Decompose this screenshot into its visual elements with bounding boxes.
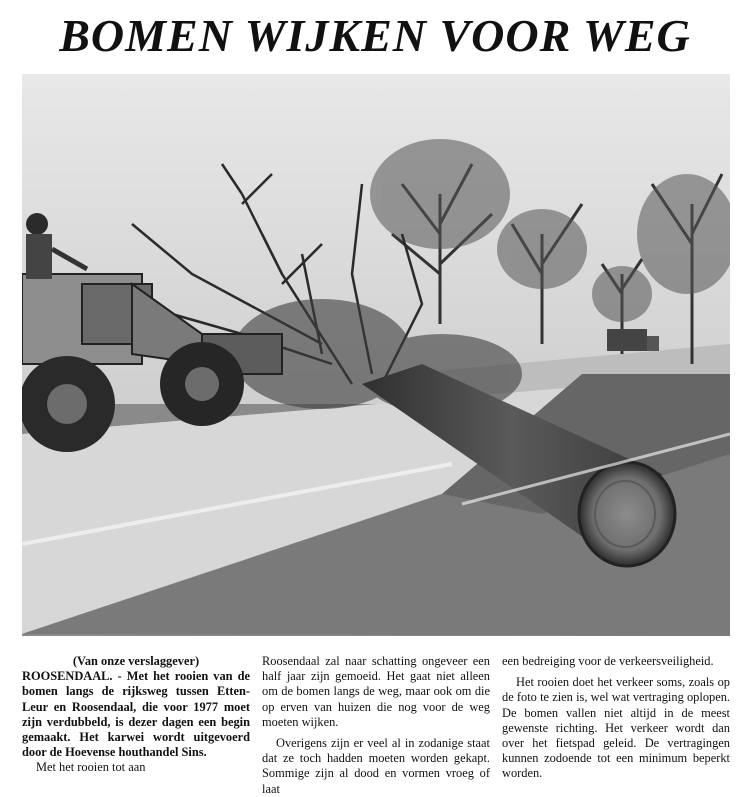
byline: (Van onze verslaggever) bbox=[72, 654, 200, 668]
news-photo bbox=[22, 74, 730, 636]
headline: BOMEN WIJKEN VOOR WEG bbox=[59, 10, 691, 61]
article-paragraph: Met het rooien tot aan bbox=[36, 760, 146, 775]
article-column-3 bbox=[502, 654, 730, 782]
article-paragraph: Overigens zijn er veel al in zodanige staat dat ze toch hadden moeten worden gekapt. Sommige zijn al dood en vormen vroeg of laat bbox=[262, 736, 490, 796]
article-column-2 bbox=[262, 654, 490, 797]
article-column-1 bbox=[22, 654, 250, 776]
article-lead: ROOSENDAAL. - Met het rooien van de bomen langs de rijksweg tussen Etten-Leur en Roosendaal, die voor 1977 moet zijn verdubbeld, is dezer dagen een begin gemaakt. Het karwei wordt uitgevoerd door de Hoevense houthandel Sins. bbox=[22, 669, 250, 760]
photo-tree-felled-roadside bbox=[22, 74, 730, 636]
article-paragraph: Roosendaal zal naar schatting ongeveer een half jaar zijn gemoeid. Het gaat niet alleen om de bomen langs de weg, maar ook om die op erven van huizen die nog voor de weg moeten wijken. bbox=[262, 654, 490, 729]
article-paragraph: Het rooien doet het verkeer soms, zoals op de foto te zien is, wel wat vertraging oplopen. De bomen vallen niet altijd in de meest gewenste richting. Het verkeer wordt dan over het fietspad geleid. De vertragingen kunnen zodoende tot een minimum beperkt worden. bbox=[502, 675, 730, 781]
article-paragraph: een bedreiging voor de verkeersveiligheid. bbox=[502, 654, 714, 668]
